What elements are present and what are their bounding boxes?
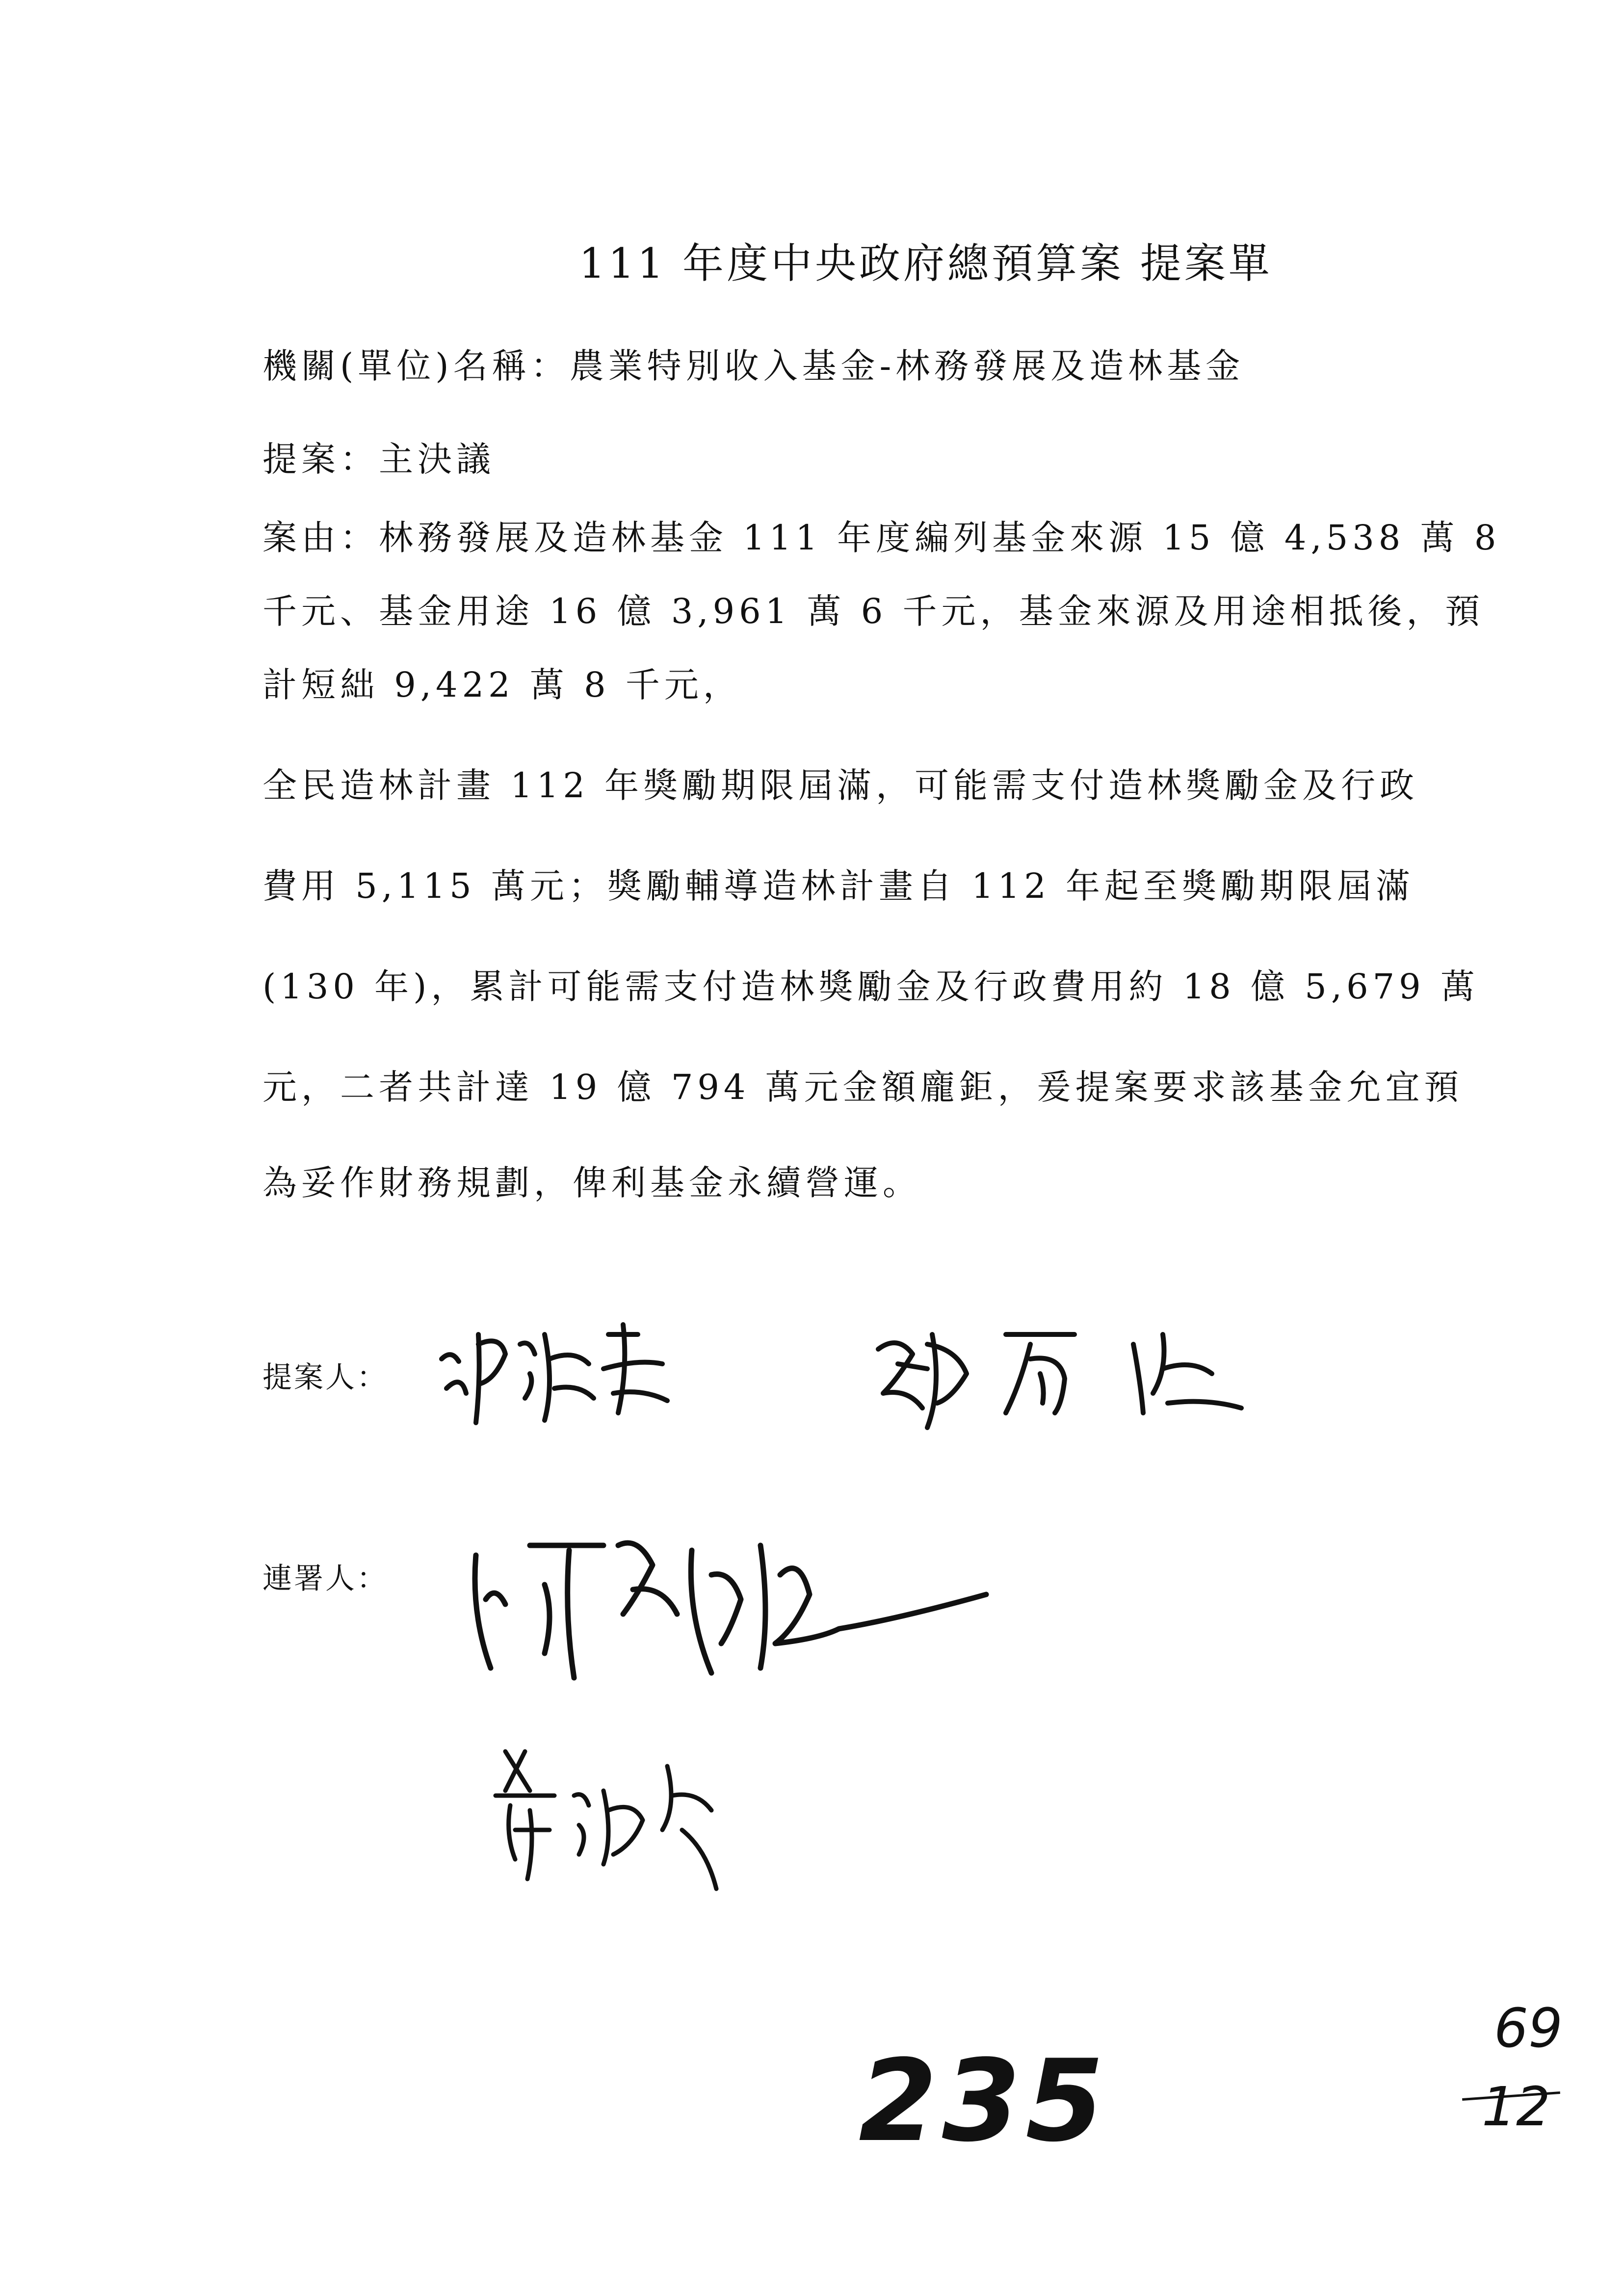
- proposer-label: 提案人：: [262, 1360, 388, 1395]
- reason-line: 案由：林務發展及造林基金 111 年度編列基金來源 15 億 4,538 萬 8: [262, 518, 1501, 558]
- body-line: 費用 5,115 萬元；獎勵輔導造林計畫自 112 年起至獎勵期限屆滿: [262, 866, 1415, 906]
- document-title: 111 年度中央政府總預算案 提案單: [579, 239, 1273, 287]
- signature-proposer-1: [432, 1315, 687, 1428]
- reason-line: 千元、基金用途 16 億 3,961 萬 6 千元，基金來源及用途相抵後，預: [262, 591, 1484, 631]
- handwritten-number: 235: [859, 2036, 1109, 2167]
- page-total: 12: [1482, 2075, 1550, 2138]
- signature-proposer-2: [868, 1315, 1251, 1433]
- cosigner-label: 連署人：: [262, 1562, 388, 1596]
- body-line: 為妥作財務規劃，俾利基金永續營運。: [262, 1163, 921, 1203]
- signature-cosigner-2: [486, 1737, 741, 1899]
- agency-line: 機關(單位)名稱：農業特別收入基金-林務發展及造林基金: [262, 346, 1245, 386]
- signature-cosigner-1: [456, 1516, 1035, 1702]
- reason-line: 計短絀 9,422 萬 8 千元，: [262, 665, 742, 705]
- body-line: 元，二者共計達 19 億 794 萬元金額龐鉅，爰提案要求該基金允宜預: [262, 1067, 1463, 1107]
- body-line: 全民造林計畫 112 年獎勵期限屆滿，可能需支付造林獎勵金及行政: [262, 765, 1419, 806]
- body-line: (130 年)，累計可能需支付造林獎勵金及行政費用約 18 億 5,679 萬: [262, 966, 1479, 1007]
- page-number: 69: [1494, 1997, 1563, 2060]
- proposal-line: 提案：主決議: [262, 439, 495, 479]
